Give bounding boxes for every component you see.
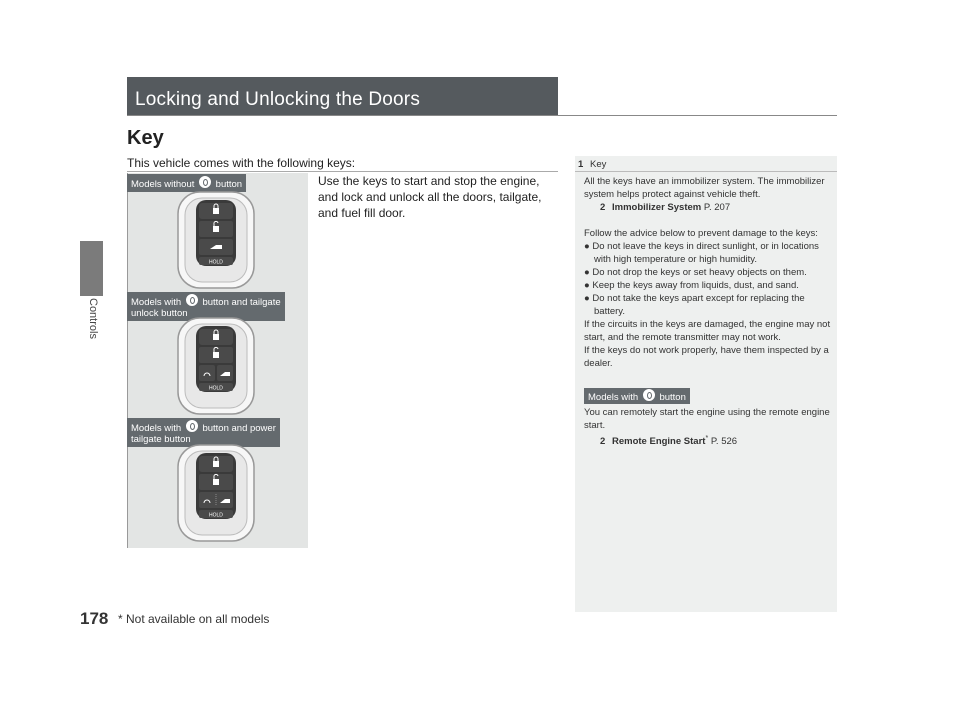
key-fob-power-tailgate-image	[176, 443, 256, 543]
remote-start-icon	[643, 389, 655, 401]
page-title: Locking and Unlocking the Doors	[135, 89, 421, 110]
key-fob-basic-image	[176, 190, 256, 290]
list-item: ● Do not take the keys apart except for replacing the battery.	[584, 293, 805, 317]
note-divider	[575, 171, 837, 172]
note-paragraph: All the keys have an immobilizer system. The immobilizer system helps protect against vehicle theft.	[584, 176, 825, 200]
model-tag-power-tailgate: Models with button and power tailgate button	[127, 418, 280, 447]
note-paragraph: Follow the advice below to prevent damage to the keys:	[584, 228, 818, 239]
intro-divider	[127, 171, 558, 172]
immobilizer-reference-link[interactable]: 2 Immobilizer System P. 207	[600, 202, 731, 213]
list-item: ● Keep the keys away from liquids, dust, and sand.	[584, 280, 799, 291]
section-description: Use the keys to start and stop the engine, and lock and unlock all the doors, tailgate, and fuel fill door.	[318, 174, 542, 220]
note-paragraph: You can remotely start the engine using the remote engine start.	[584, 407, 830, 431]
care-list	[584, 240, 832, 318]
section-intro: This vehicle comes with the following keys:	[127, 156, 356, 170]
reference-arrow-icon: 2	[600, 202, 606, 213]
svg-text:HOLD: HOLD	[209, 512, 223, 519]
reference-arrow-icon: 2	[600, 436, 606, 448]
note-body	[584, 175, 832, 448]
title-bar	[127, 77, 558, 115]
remote-engine-start-reference-link[interactable]: 2 Remote Engine Start* P. 526	[600, 435, 738, 448]
model-tag-tailgate-unlock: Models with button and tailgate unlock button	[127, 292, 285, 321]
section-side-label: Controls	[87, 298, 99, 339]
list-item: ● Do not leave the keys in direct sunlight, or in locations with high temperature or high humidity.	[584, 241, 819, 265]
remote-start-icon	[186, 420, 198, 432]
section-tab-marker	[80, 241, 103, 296]
title-divider	[127, 115, 837, 116]
model-tag-remote-start: Models with button	[584, 388, 690, 404]
svg-text:HOLD: HOLD	[209, 385, 223, 392]
remote-start-icon	[186, 294, 198, 306]
model-tag-without-remote-start: Models without button	[127, 174, 246, 192]
remote-start-icon	[199, 176, 211, 188]
footnote: * Not available on all models	[118, 612, 270, 626]
key-fob-tailgate-unlock-image	[176, 316, 256, 416]
page-number: 178	[80, 609, 109, 628]
list-item: ● Do not drop the keys or set heavy objects on them.	[584, 267, 807, 278]
note-marker-icon: 1	[578, 159, 584, 170]
svg-text:HOLD: HOLD	[209, 259, 223, 266]
note-paragraph: If the keys do not work properly, have them inspected by a dealer.	[584, 345, 829, 369]
note-heading: 1 Key	[578, 159, 607, 170]
note-paragraph: If the circuits in the keys are damaged, the engine may not start, and the remote transmitter may not work.	[584, 319, 831, 343]
section-heading: Key	[127, 127, 164, 149]
